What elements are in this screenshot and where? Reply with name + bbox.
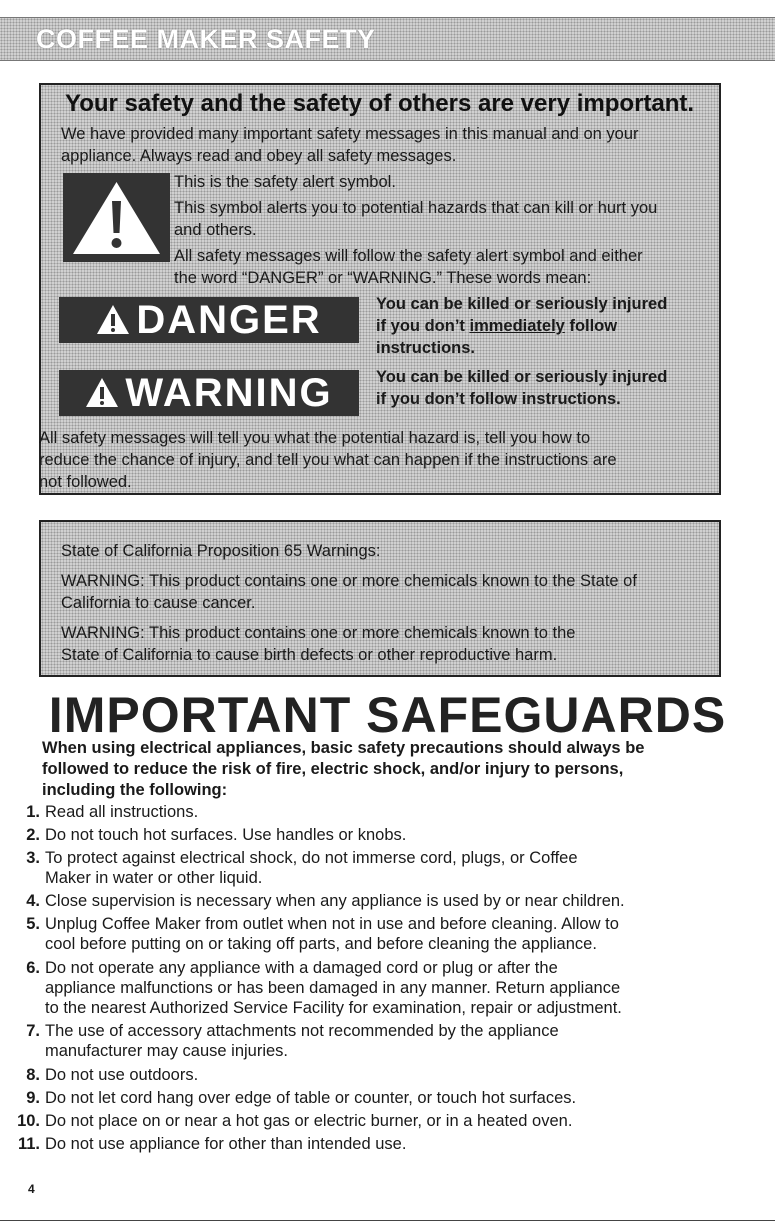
safeguard-item-line: Read all instructions. <box>45 803 199 821</box>
safeguard-item-text <box>45 848 735 888</box>
section-title: COFFEE MAKER SAFETY <box>36 24 376 54</box>
prop65-line: State of California Proposition 65 Warnings: <box>61 542 381 560</box>
safeguard-item-line: Do not operate any appliance with a damaged cord or plug or after the <box>45 958 558 977</box>
safeguard-item-text <box>45 1065 735 1085</box>
symbol-text-line: and others. <box>174 221 257 239</box>
safeguard-item-line: appliance malfunctions or has been damaged in any manner. Return appliance <box>45 978 621 997</box>
safeguard-item-number: 2. <box>26 825 40 844</box>
immediately-emphasis: immediately <box>469 317 565 335</box>
warning-message-line: You can be killed or seriously injured <box>376 368 668 386</box>
safety-intro-line: We have provided many important safety messages in this manual and on your <box>61 125 639 143</box>
page-bottom-rule <box>0 1220 775 1221</box>
warning-banner <box>59 370 359 416</box>
safeguard-item-text <box>45 1021 735 1061</box>
page-number: 4 <box>28 1182 35 1196</box>
safeguard-item-text <box>45 1088 735 1108</box>
safeguard-item-line: Do not use appliance for other than intended use. <box>45 1134 407 1153</box>
safeguard-item-line: Do not use outdoors. <box>45 1065 199 1084</box>
symbol-text-line: This is the safety alert symbol. <box>174 173 396 191</box>
danger-message-line: instructions. <box>376 339 476 357</box>
safety-footer-line: All safety messages will tell you what the potential hazard is, tell you how to <box>39 429 591 447</box>
safeguard-item-text <box>45 1111 735 1131</box>
safeguard-item-number: 8. <box>26 1065 40 1084</box>
prop65-line: California to cause cancer. <box>61 594 256 612</box>
warning-label: WARNING <box>125 370 333 415</box>
safeguards-intro-line: including the following: <box>42 781 228 799</box>
important-safeguards-title: IMPORTANT SAFEGUARDS <box>48 687 727 743</box>
safeguard-item-line: Do not touch hot surfaces. Use handles or knobs. <box>45 825 407 844</box>
danger-message-line: if you don’t immediately follow <box>376 317 618 335</box>
safeguard-item-line: The use of accessory attachments not recommended by the appliance <box>45 1022 559 1041</box>
safeguard-item-line: Do not place on or near a hot gas or electric burner, or in a heated oven. <box>45 1111 573 1130</box>
prop65-warning-box <box>39 520 721 677</box>
safety-box-title: Your safety and the safety of others are very important. <box>65 90 695 117</box>
safeguard-item-line: to the nearest Authorized Service Facility for examination, repair or adjustment. <box>45 998 622 1017</box>
safeguard-item-line: To protect against electrical shock, do not immerse cord, plugs, or Coffee <box>45 848 578 867</box>
safeguard-item-text <box>45 958 735 1018</box>
warning-message-line: if you don’t follow instructions. <box>376 390 621 408</box>
safeguards-intro-line: When using electrical appliances, basic safety precautions should always be <box>42 739 645 757</box>
danger-banner <box>59 297 359 343</box>
safeguard-item-number: 11. <box>17 1134 40 1153</box>
safeguard-item-number: 1. <box>26 803 40 821</box>
safeguard-item-number: 4. <box>26 892 40 911</box>
danger-alert-icon <box>96 303 130 337</box>
safeguards-intro <box>42 738 732 801</box>
symbol-text-line: This symbol alerts you to potential hazards that can kill or hurt you <box>174 199 658 217</box>
danger-label: DANGER <box>136 297 322 342</box>
danger-message-line: You can be killed or seriously injured <box>376 295 668 313</box>
safeguard-item-text <box>45 891 735 911</box>
safeguard-item-number: 5. <box>26 915 40 934</box>
safeguard-item-line: Do not let cord hang over edge of table or counter, or touch hot surfaces. <box>45 1088 577 1107</box>
symbol-text-line: All safety messages will follow the safety alert symbol and either <box>174 247 643 265</box>
symbol-text-line: the word “DANGER” or “WARNING.” These words mean: <box>174 269 592 287</box>
safeguard-item-number: 10. <box>17 1111 40 1130</box>
safety-alert-symbol-icon <box>63 173 170 262</box>
safety-footer-line: not followed. <box>39 473 132 491</box>
safety-footer-line: reduce the chance of injury, and tell you what can happen if the instructions are <box>39 451 617 469</box>
safeguard-item-text <box>45 802 735 822</box>
prop65-line: WARNING: This product contains one or more chemicals known to the <box>61 624 576 642</box>
safeguard-item-line: manufacturer may cause injuries. <box>45 1042 289 1061</box>
safeguard-item-number: 9. <box>26 1088 40 1107</box>
prop65-line: WARNING: This product contains one or more chemicals known to the State of <box>61 572 637 590</box>
safeguard-item-number: 6. <box>26 958 40 977</box>
safeguard-item-number: 3. <box>26 848 40 867</box>
section-header-bar <box>0 17 775 61</box>
prop65-line: State of California to cause birth defects or other reproductive harm. <box>61 646 558 664</box>
safeguard-item-text <box>45 914 735 954</box>
safeguard-item-number: 7. <box>26 1022 40 1041</box>
safeguard-item-line: Unplug Coffee Maker from outlet when not in use and before cleaning. Allow to <box>45 915 619 934</box>
warning-alert-icon <box>85 376 119 410</box>
safeguard-item-line: Maker in water or other liquid. <box>45 868 263 887</box>
safety-message-box <box>39 83 721 495</box>
safeguard-item-text <box>45 1134 735 1154</box>
safeguard-item-line: cool before putting on or taking off parts, and before cleaning the appliance. <box>45 935 597 954</box>
safeguards-intro-line: followed to reduce the risk of fire, electric shock, and/or injury to persons, <box>42 760 624 778</box>
safeguard-item-line: Close supervision is necessary when any appliance is used by or near children. <box>45 892 625 911</box>
safety-intro-line: appliance. Always read and obey all safety messages. <box>61 147 457 165</box>
safeguard-item-text <box>45 825 735 845</box>
